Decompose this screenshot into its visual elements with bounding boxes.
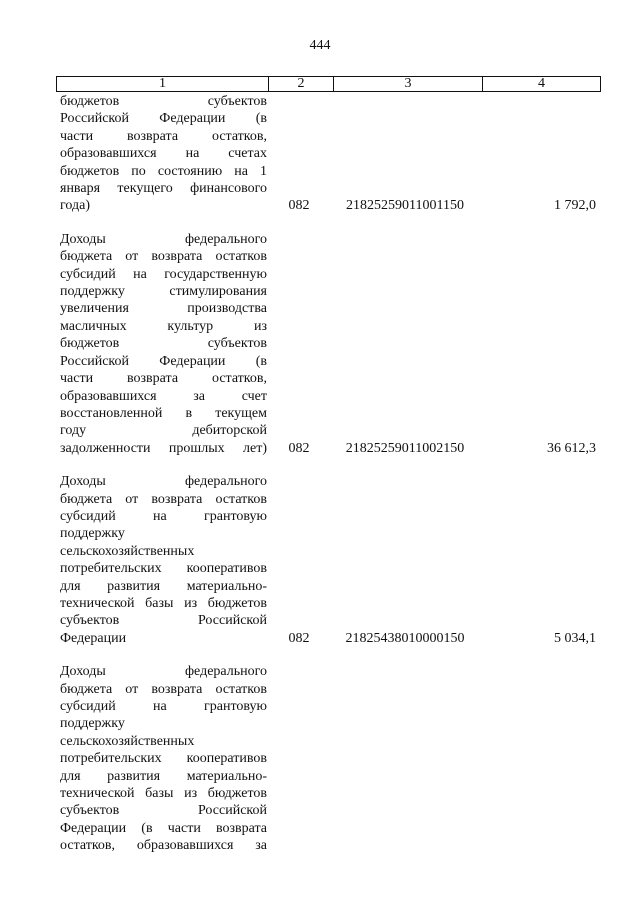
description-line: субсидий на грантовую <box>60 508 267 524</box>
column-header-2: 2 <box>269 77 334 92</box>
amount: 36 612,3 <box>547 440 596 456</box>
description-line: сельскохозяйственных <box>60 543 195 559</box>
description-line: субсидий на грантовую <box>60 699 267 714</box>
description-line: Доходы федерального <box>60 664 267 680</box>
description-line: потребительских кооперативов <box>60 751 267 767</box>
admin-code: 082 <box>288 198 310 214</box>
description-line: сельскохозяйственных <box>60 733 195 749</box>
row-description <box>56 231 267 457</box>
column-header-row <box>57 77 601 92</box>
description-line: потребительских кооперативов <box>60 561 267 577</box>
table-row <box>56 663 596 854</box>
description-line: задолженности прошлых лет) <box>60 440 267 456</box>
amount: 1 792,0 <box>554 198 596 214</box>
description-line: году дебиторской <box>60 423 267 439</box>
table-row <box>56 93 596 215</box>
description-line: Доходы федерального <box>60 474 267 490</box>
description-line: поддержку <box>60 716 125 732</box>
table-row <box>56 231 596 457</box>
budget-classification-code: 21825438010000150 <box>345 630 465 646</box>
description-line: технической базы из бюджетов <box>60 595 267 611</box>
description-line: Федерации (в части возврата <box>60 820 267 836</box>
description-line: увеличения производства <box>60 301 267 317</box>
description-line: бюджета от возврата остатков <box>60 681 267 697</box>
budget-classification-code: 21825259011001150 <box>346 198 464 214</box>
table-row <box>56 473 596 647</box>
column-header-1: 1 <box>57 77 269 92</box>
page-number: 444 <box>309 38 331 53</box>
amount: 5 034,1 <box>554 630 596 646</box>
table-body <box>56 93 596 855</box>
description-line: бюджета от возврата остатков <box>60 249 267 265</box>
description-line: остатков, образовавшихся за <box>60 838 267 854</box>
column-header-4: 4 <box>483 77 601 92</box>
description-line: Российской Федерации (в <box>60 353 267 369</box>
description-line: для развития материально- <box>60 578 267 594</box>
column-header-3: 3 <box>334 77 483 92</box>
row-description <box>56 473 267 647</box>
description-line: образовавшихся за счет <box>60 388 267 404</box>
description-line: масличных культур из <box>60 318 267 334</box>
admin-code: 082 <box>288 630 310 646</box>
column-header-table <box>56 76 601 92</box>
description-line: бюджетов по состоянию на 1 <box>60 163 267 179</box>
description-line: января текущего финансового <box>60 181 267 197</box>
description-line: технической базы из бюджетов <box>60 786 267 802</box>
description-line: субсидий на государственную <box>60 266 267 282</box>
description-line: Доходы федерального <box>60 231 267 247</box>
description-line: бюджетов субъектов <box>60 336 267 352</box>
description-line: части возврата остатков, <box>60 128 267 144</box>
description-line: части возврата остатков, <box>60 371 267 387</box>
description-line: субъектов Российской <box>60 803 267 819</box>
admin-code: 082 <box>288 440 310 456</box>
description-line: бюджета от возврата остатков <box>60 491 267 507</box>
description-line: бюджетов субъектов <box>60 94 267 109</box>
description-line: Российской Федерации (в <box>60 111 267 127</box>
description-line: субъектов Российской <box>60 613 267 629</box>
description-line: образовавшихся на счетах <box>60 146 267 162</box>
row-description <box>56 93 267 215</box>
description-line: поддержку стимулирования <box>60 284 267 300</box>
description-line: восстановленной в текущем <box>60 405 267 421</box>
description-line: года) <box>60 198 90 214</box>
row-description <box>56 663 267 854</box>
description-line: поддержку <box>60 526 125 542</box>
description-line: Федерации <box>60 630 127 646</box>
budget-classification-code: 21825259011002150 <box>345 440 465 456</box>
description-line: для развития материально- <box>60 768 267 784</box>
